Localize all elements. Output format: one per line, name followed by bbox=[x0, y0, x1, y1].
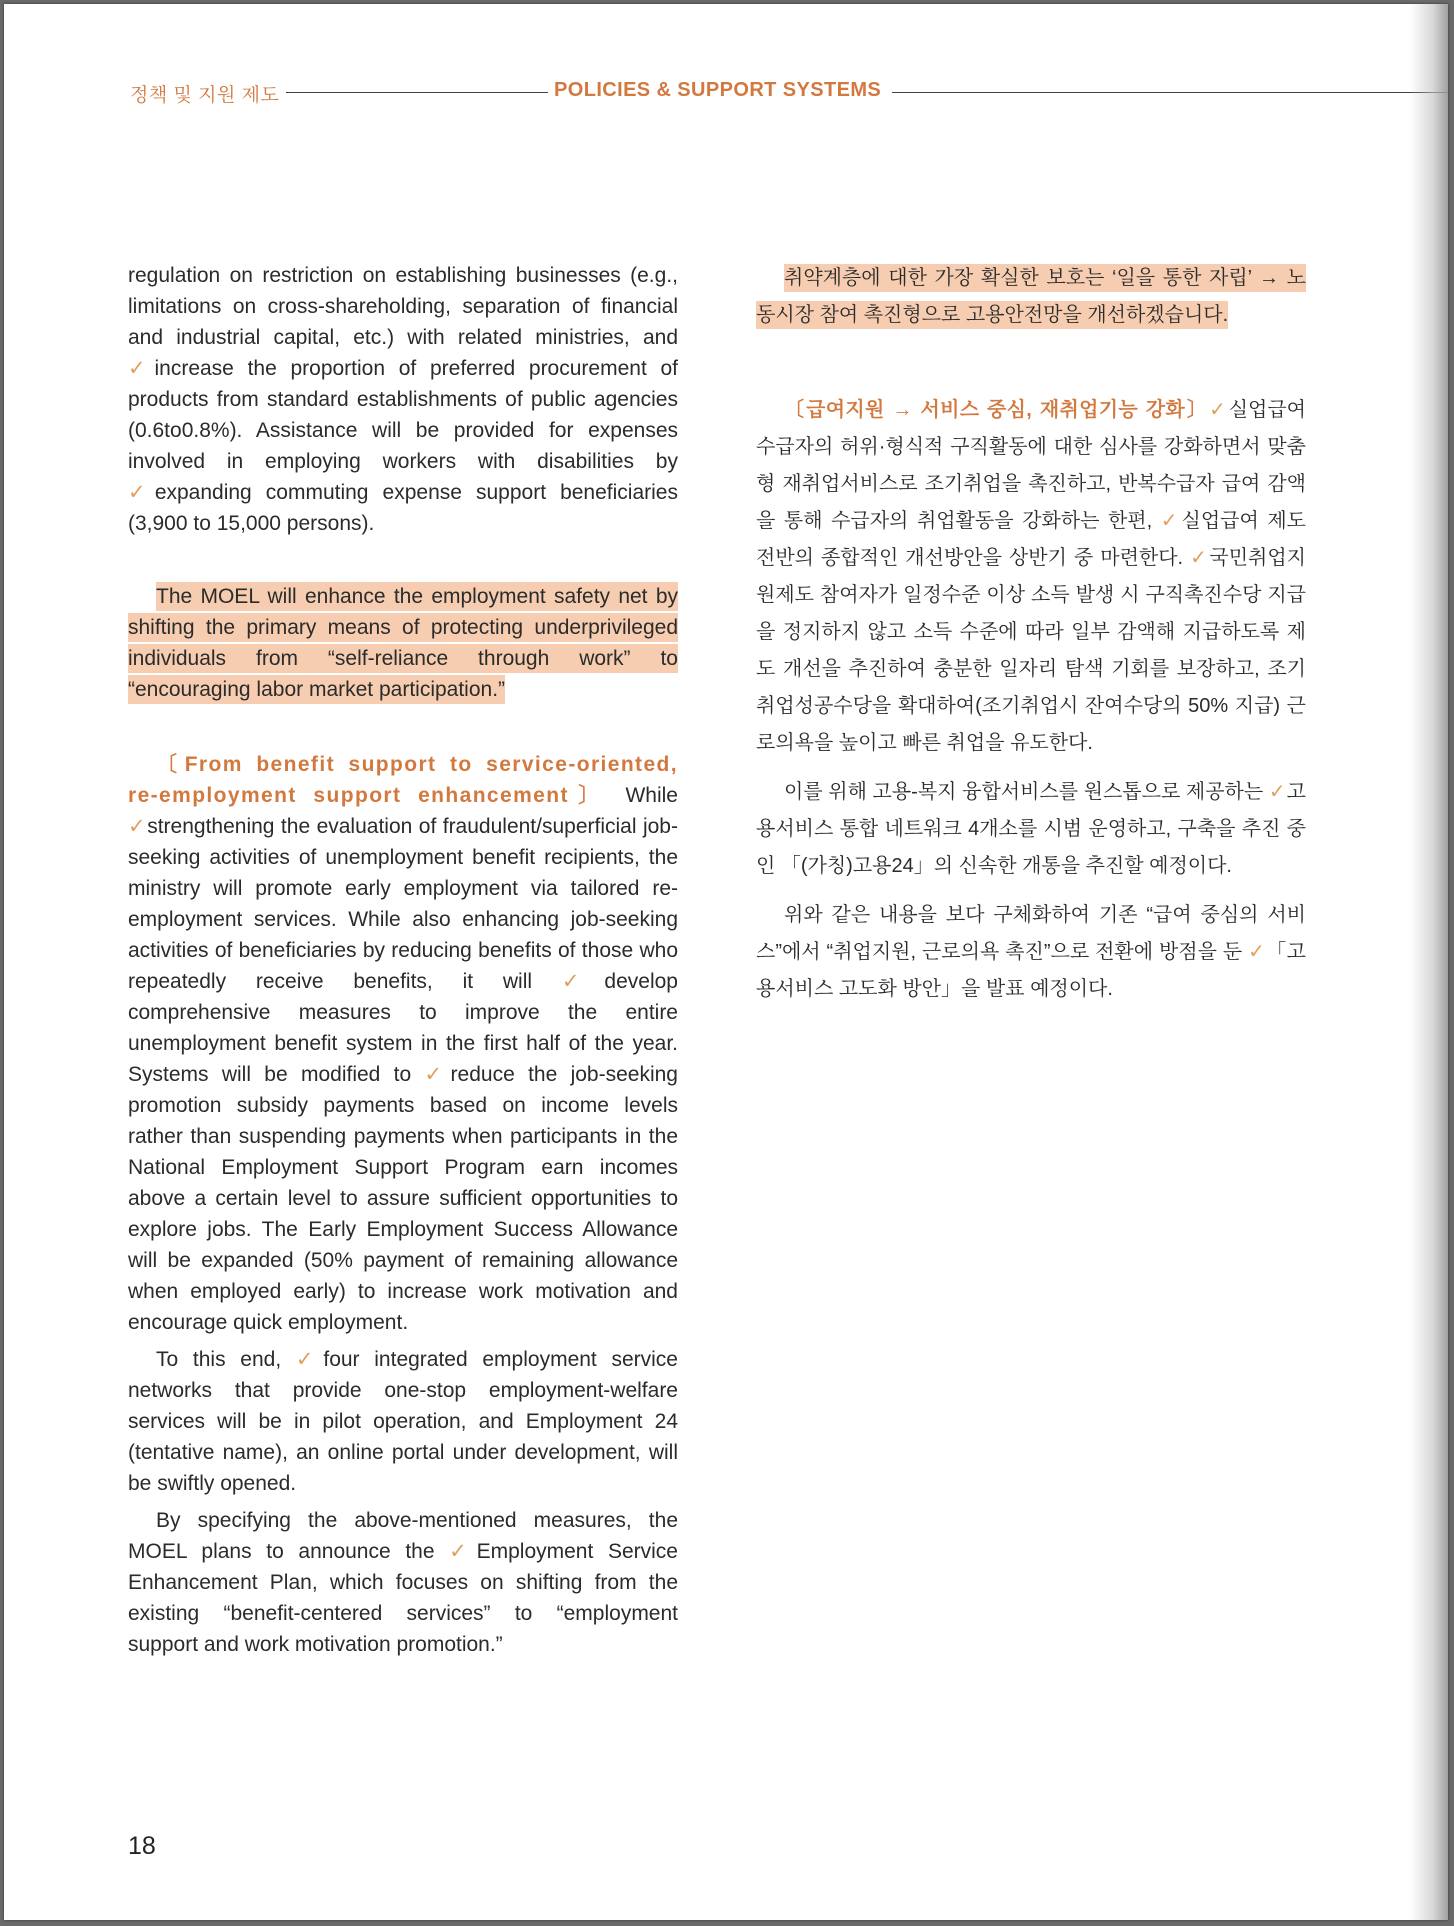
checkmark-icon: ✓ bbox=[561, 970, 604, 993]
highlighted-statement: The MOEL will enhance the employment safety net by shifting the primary means of protecting underprivileged individuals from “self-reliance through work” to “encouraging labor market participation.” bbox=[128, 582, 678, 704]
running-header bbox=[130, 80, 1448, 106]
document-page bbox=[4, 4, 1448, 1920]
header-english-title: POLICIES & SUPPORT SYSTEMS bbox=[554, 79, 882, 101]
paragraph-by-specifying bbox=[128, 1505, 678, 1660]
paragraph-plan-korean bbox=[756, 897, 1306, 1008]
paragraph-network-korean bbox=[756, 774, 1306, 885]
paragraph-benefit-support-korean bbox=[756, 392, 1306, 762]
text-run: 위와 같은 내용을 보다 구체화하여 기존 “급여 중심의 서비스”에서 “취업지원, 근로의욕 촉진”으로 전환에 방점을 둔 bbox=[756, 904, 1306, 963]
checkmark-icon: ✓ bbox=[128, 357, 154, 380]
checkmark-icon: ✓ bbox=[1209, 399, 1228, 421]
text-run: develop comprehensive measures to improve the entire unemployment benefit system in the first half of the year. Systems will be modified to bbox=[128, 970, 678, 1086]
text-run: 「고용서비스 고도화 방안」을 발표 예정이다. bbox=[756, 941, 1306, 1000]
text-run: increase the proportion of preferred procurement of products from standard establishments of public agencies (0.6to0.8%). Assistance will be provided for expenses involved in employing workers with disabilities by bbox=[128, 357, 678, 473]
text-run: Employment Service Enhancement Plan, which focuses on shifting from the existing “benefit-centered services” to “employment support and work motivation promotion.” bbox=[128, 1540, 678, 1656]
text-run: To this end, bbox=[156, 1348, 296, 1371]
paragraph-benefit-support bbox=[128, 749, 678, 1338]
text-run: four integrated employment service networks that provide one-stop employment-welfare services will be in pilot operation, and Employment 24 (tentative name), an online portal under development, will be swiftly opened. bbox=[128, 1348, 678, 1495]
text-run: 실업급여 제도 전반의 종합적인 개선방안을 상반기 중 마련한다. bbox=[756, 510, 1307, 569]
text-run: By specifying the above-mentioned measures, the MOEL plans to announce the bbox=[128, 1509, 678, 1563]
checkmark-icon: ✓ bbox=[1248, 941, 1266, 963]
text-run: strengthening the evaluation of fraudulent/superficial job-seeking activities of unemployment benefit recipients, the ministry will promote early employment via tailored re-employment services. While also enhancing job-seeking activities of beneficiaries by reducing benefits of those who repeatedly receive benefits, it will bbox=[128, 815, 678, 993]
highlighted-statement-korean: 취약계층에 대한 가장 확실한 보호는 ‘일을 통한 자립’ → 노동시장 참여 촉진형으로 고용안전망을 개선하겠습니다. bbox=[756, 264, 1306, 329]
text-run: regulation on restriction on establishing businesses (e.g., limitations on cross-shareholding, separation of financial and industrial capital, etc.) with related ministries, and bbox=[128, 264, 678, 349]
text-run: While bbox=[610, 784, 678, 807]
page-number: 18 bbox=[128, 1832, 156, 1860]
text-run: 국민취업지원제도 참여자가 일정수준 이상 소득 발생 시 구직촉진수당 지급을 정지하지 않고 소득 수준에 따라 일부 감액해 지급하도록 제도 개선을 추진하여 충분한 일자리 탐색 기회를 보장하고, 조기취업성공수당을 확대하여(조기취업시 잔여수당의 50% 지급) 근로의욕을 높이고 빠른 취업을 유도한다. bbox=[756, 547, 1306, 754]
checkmark-icon: ✓ bbox=[1190, 547, 1209, 569]
checkmark-icon: ✓ bbox=[449, 1540, 476, 1563]
header-korean-title: 정책 및 지원 제도 bbox=[130, 85, 280, 106]
page-edge-shadow bbox=[1410, 4, 1448, 1920]
checkmark-icon: ✓ bbox=[128, 481, 154, 504]
text-run: expanding commuting expense support beneficiaries (3,900 to 15,000 persons). bbox=[128, 481, 678, 535]
checkmark-icon: ✓ bbox=[295, 1348, 323, 1371]
checkmark-icon: ✓ bbox=[128, 815, 147, 838]
header-rule-right bbox=[892, 92, 1448, 93]
text-run: 이를 위해 고용-복지 융합서비스를 원스톱으로 제공하는 bbox=[784, 781, 1269, 803]
korean-column bbox=[756, 260, 1306, 1008]
highlight-paragraph-korean bbox=[756, 260, 1306, 334]
text-run: 실업급여 수급자의 허위·형식적 구직활동에 대한 심사를 강화하면서 맞춤형 재취업서비스로 조기취업을 촉진하고, 반복수급자 급여 감액을 통해 수급자의 취업활동을 강화하는 한편, bbox=[756, 399, 1306, 532]
header-rule-left bbox=[286, 92, 548, 93]
checkmark-icon: ✓ bbox=[1268, 781, 1286, 803]
section-subheading-korean: 〔급여지원 → 서비스 중심, 재취업기능 강화〕 bbox=[784, 399, 1210, 421]
highlight-paragraph bbox=[128, 581, 678, 705]
section-subheading: 〔From benefit support to service-oriented, re-employment support enhancement〕 bbox=[128, 753, 678, 807]
text-run: 고용서비스 통합 네트워크 4개소를 시범 운영하고, 구축을 추진 중인 「(가칭)고용24」의 신속한 개통을 추진할 예정이다. bbox=[756, 781, 1306, 877]
paragraph-procurement bbox=[128, 260, 678, 539]
checkmark-icon: ✓ bbox=[1160, 510, 1181, 532]
checkmark-icon: ✓ bbox=[424, 1063, 450, 1086]
paragraph-to-this-end bbox=[128, 1344, 678, 1499]
text-run: reduce the job-seeking promotion subsidy payments based on income levels rather than suspending payments when participants in the National Employment Support Program earn incomes above a certain level to assure sufficient opportunities to explore jobs. The Early Employment Success Allowance will be expanded (50% payment of remaining allowance when employed early) to increase work motivation and encourage quick employment. bbox=[128, 1063, 678, 1334]
english-column bbox=[128, 260, 678, 1660]
